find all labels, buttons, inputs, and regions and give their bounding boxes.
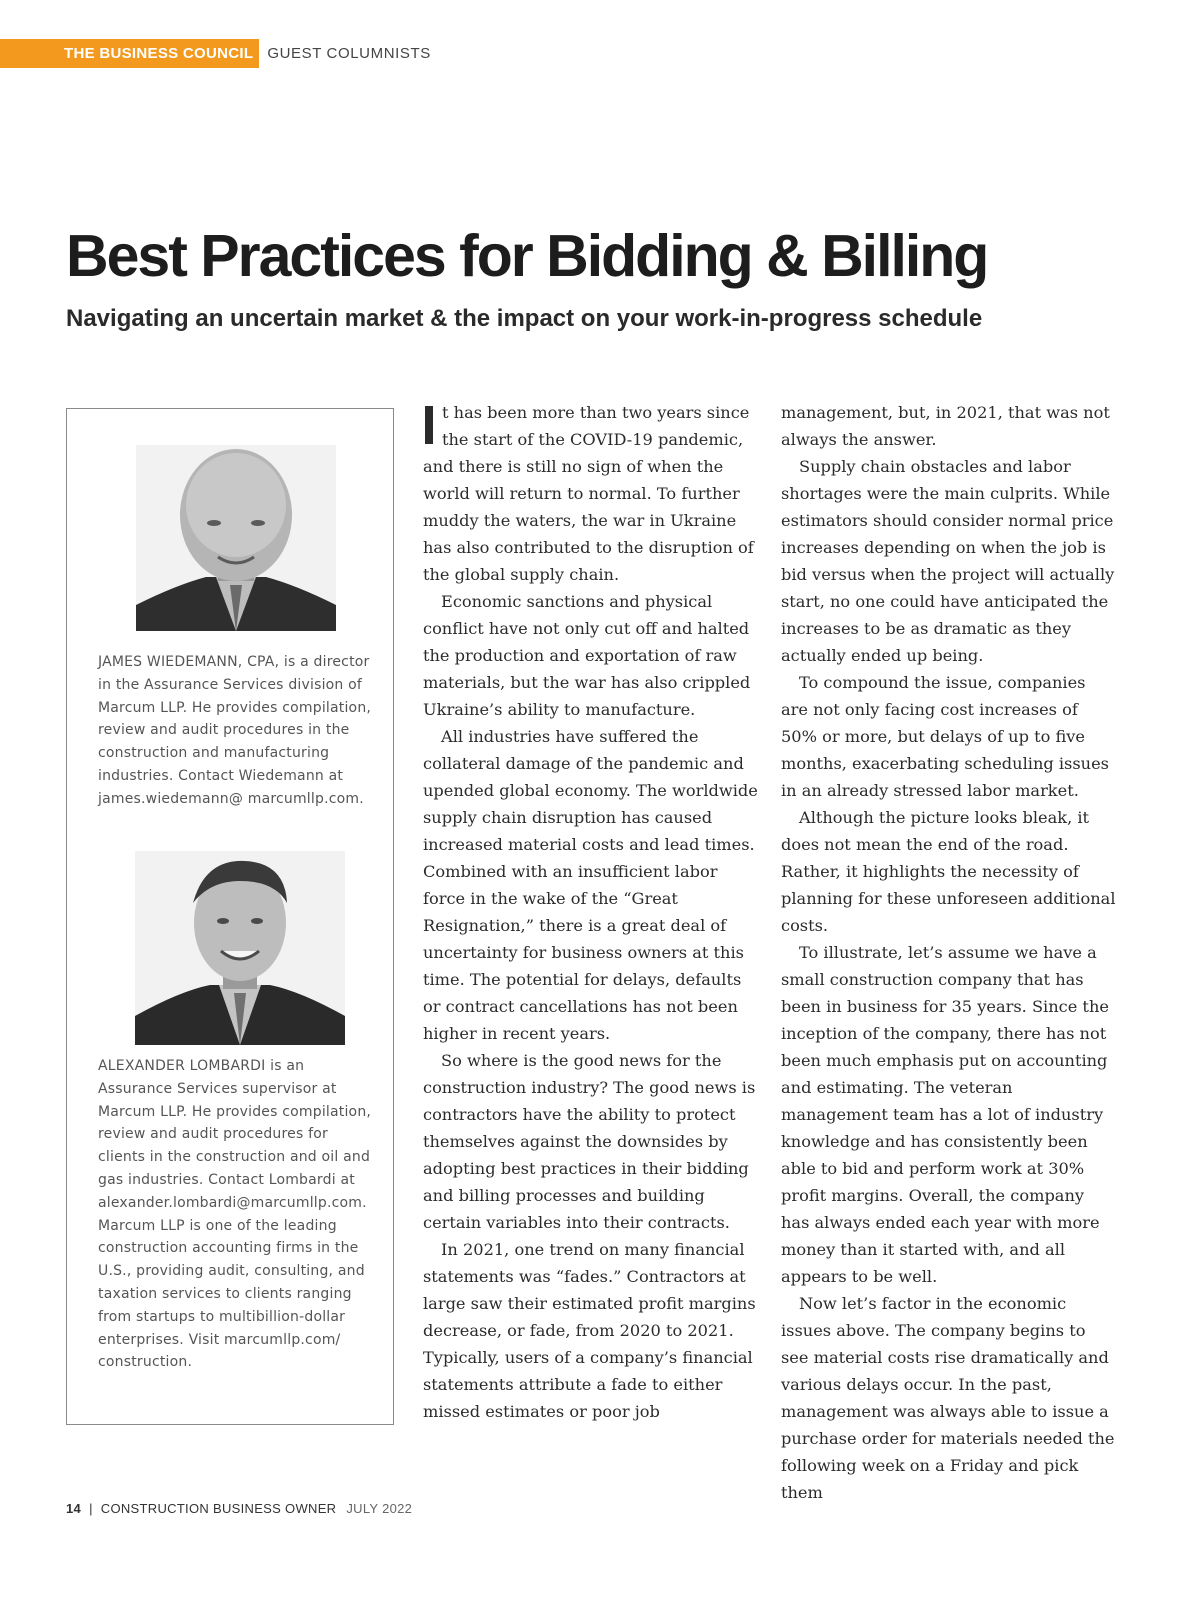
article-title: Best Practices for Bidding & Billing [66,223,988,289]
publication-name: CONSTRUCTION BUSINESS OWNER [100,1501,337,1516]
paragraph: So where is the good news for the construction industry? The good news is contractors have the ability to protect themselves against the downsides by adopting best practices in their bidding and billing processes and building certain variables into their contracts. [423,1051,756,1232]
paragraph: In 2021, one trend on many financial statements was “fades.” Contractors at large saw their estimated profit margins decrease, or fade, from 2020 to 2021. Typically, users of a company’s financial statements attribute a fade to either missed estimates or poor job [423,1240,756,1421]
section-subtitle: GUEST COLUMNISTS [267,45,431,62]
paragraph: Now let’s factor in the economic issues above. The company begins to see material costs rise dramatically and various delays occur. In the past, management was always able to issue a purchase order for materials needed the following week on a Friday and pick them [781,1294,1115,1502]
article-column-1 [423,399,758,1425]
portrait-image [135,851,345,1045]
issue-date: JULY 2022 [346,1501,413,1516]
dropcap-i [425,406,433,444]
author-photo-lombardi [135,851,345,1045]
paragraph-text: t has been more than two years since the start of the COVID-19 pandemic, and there is still no sign of when the world will return to normal. To further muddy the waters, the war in Ukraine has also contributed to the disruption of the global supply chain. [423,403,754,584]
author-bio-wiedemann: JAMES WIEDEMANN, CPA, is a director in the Assurance Services division of Marcum LLP. He provides compilation, review and audit procedures in the construction and manufacturing industries. Contact Wiedemann at james.wiedemann@ marcumllp.com. [98,654,372,807]
author-bio-lombardi: ALEXANDER LOMBARDI is an Assurance Services supervisor at Marcum LLP. He provides compilation, review and audit procedures for clients in the construction and oil and gas industries. Contact Lombardi at alexander.lombardi@marcumllp.com. Marcum LLP is one of the leading construction accounting firms in the U.S., providing audit, consulting, and taxation services to clients ranging from startups to multibillion-dollar enterprises. Visit marcumllp.com/ construction. [98,1058,372,1371]
paragraph: To illustrate, let’s assume we have a small construction company that has been in business for 35 years. Since the inception of the company, there has not been much emphasis put on accounting and estimating. The veteran management team has a lot of industry knowledge and has consistently been able to bid and perform work at 30% profit margins. Overall, the company has always ended each year with more money than it started with, and all appears to be well. [781,943,1109,1286]
page-number: 14 [66,1501,82,1516]
footer-divider: | [89,1501,93,1516]
article-subtitle: Navigating an uncertain market & the impact on your work-in-progress schedule [66,305,983,332]
section-tag: THE BUSINESS COUNCIL [0,39,259,68]
paragraph: Although the picture looks bleak, it does not mean the end of the road. Rather, it highlights the necessity of planning for these unforeseen additional costs. [781,808,1116,935]
paragraph: Supply chain obstacles and labor shortages were the main culprits. While estimators should consider normal price increases depending on when the job is bid versus when the project will actually start, no one could have anticipated the increases to be as dramatic as they actually ended up being. [781,457,1115,665]
paragraph: To compound the issue, companies are not only facing cost increases of 50% or more, but delays of up to five months, exacerbating scheduling issues in an already stressed labor market. [781,673,1109,800]
author-sidebar [66,408,394,1425]
paragraph: Economic sanctions and physical conflict have not only cut off and halted the production and exportation of raw materials, but the war has also crippled Ukraine’s ability to manufacture. [423,592,751,719]
paragraph: management, but, in 2021, that was not always the answer. [781,403,1110,449]
author-photo-wiedemann [136,445,336,631]
article-column-2 [781,399,1116,1506]
portrait-image [136,445,336,631]
page-footer [66,1501,412,1516]
paragraph: All industries have suffered the collateral damage of the pandemic and upended global economy. The worldwide supply chain disruption has caused increased material costs and lead times. Combined with an insufficient labor force in the wake of the “Great Resignation,” there is a great deal of uncertainty for business owners at this time. The potential for delays, defaults or contract cancellations has not been higher in recent years. [423,727,758,1043]
paragraph [423,399,758,588]
section-header [0,39,431,68]
